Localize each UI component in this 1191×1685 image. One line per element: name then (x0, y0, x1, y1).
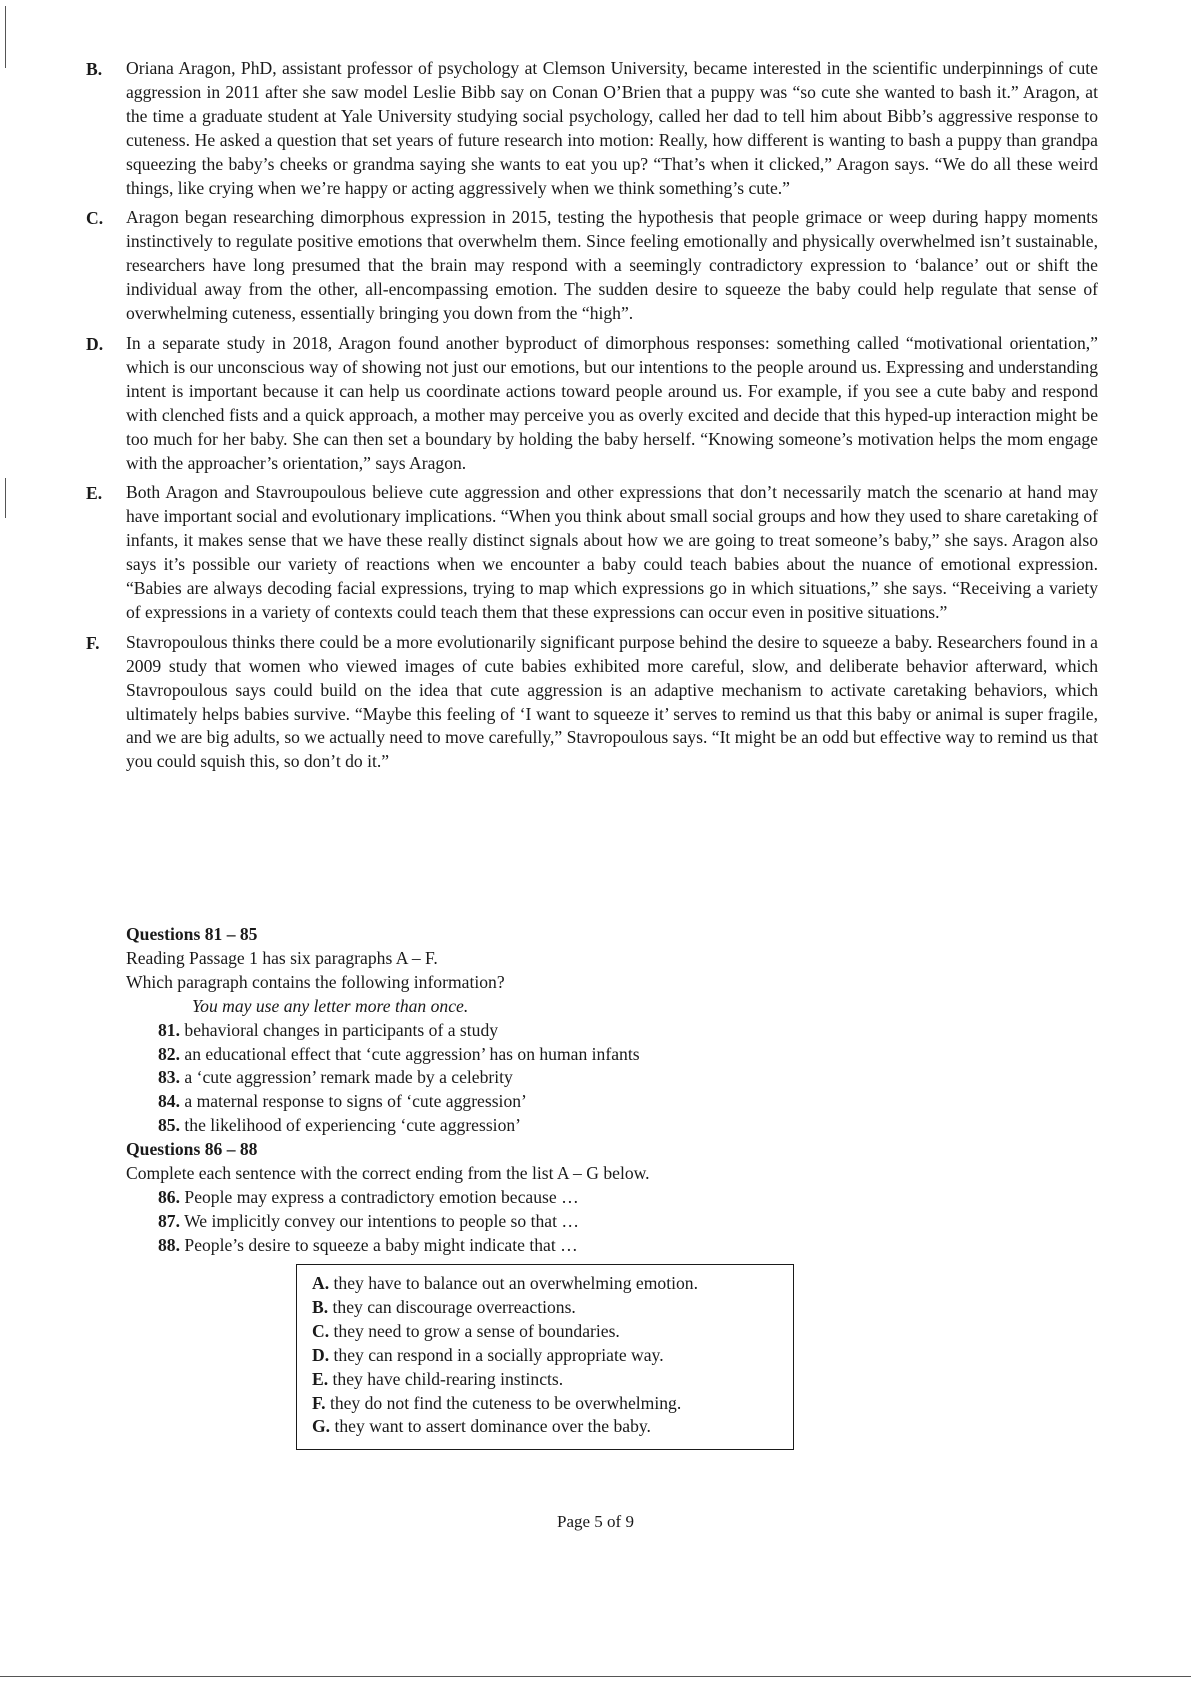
question-number: 86. (158, 1186, 180, 1207)
ending-text: they have to balance out an overwhelming emotion. (333, 1273, 698, 1293)
paragraph-letter: E. (86, 483, 103, 504)
questions-81-85-heading: Questions 81 – 85 (126, 924, 258, 944)
page-number: Page 5 of 9 (557, 1512, 634, 1531)
ending-text: they need to grow a sense of boundaries. (333, 1320, 620, 1341)
question-number: 85. (158, 1115, 180, 1136)
paragraph-text: Oriana Aragon, PhD, assistant professor of psychology at Clemson University, became interested in the scientific underpinnings of cute aggression in 2011 after she saw model Leslie Bibb say on Conan O’Brien that a puppy was “so cute she wanted to bash it.” Aragon, at the time a graduate student at Yale University studying social psychology, called her dad to tell him about Bibb’s aggressive response to cuteness. He asked a question that set years of future research into motion: Really, how different is wanting to bash a puppy than grandpa squeezing the baby’s cheeks or grandma saying she wants to eat you up? “That’s when it clicked,” Aragon says. “We do all these weird things, like crying when we’re happy or acting aggressively when we think something’s cute.” (126, 58, 1098, 198)
questions-section (126, 923, 1026, 1258)
paragraph-b (86, 57, 1098, 200)
ending-text: they want to assert dominance over the baby. (334, 1416, 651, 1437)
ending-letter: G. (312, 1416, 331, 1437)
reading-passage (86, 57, 1098, 780)
questions-86-88-heading: Questions 86 – 88 (126, 1139, 258, 1160)
instruction-line: Which paragraph contains the following information? (126, 971, 505, 992)
ending-c (312, 1320, 793, 1344)
scan-margin-mark (5, 478, 6, 518)
question-83 (126, 1066, 1026, 1090)
ending-letter: A. (312, 1273, 330, 1293)
question-86 (126, 1186, 1026, 1210)
ending-text: they can discourage overreactions. (332, 1296, 576, 1317)
paragraph-letter: B. (86, 59, 103, 79)
paragraph-text: Stavropoulous thinks there could be a more evolutionarily significant purpose behind the desire to squeeze a baby. Researchers found in a 2009 study that women who viewed images of cute babies exhibited more careful, slow, and deliberate behavior afterward, which Stavropoulous says could build on the idea that cute aggression is an adaptive mechanism to activate caretaking behaviors, which ultimately helps babies survive. “Maybe this feeling of ‘I want to squeeze it’ serves to remind us that this baby or animal is super fragile, and we are big adults, so we actually need to move carefully,” Stavropoulous says. “It might be an odd but effective way to remind us that you could squish this, so don’t do it.” (126, 631, 1098, 772)
question-text: We implicitly convey our intentions to people so that … (184, 1210, 579, 1231)
ending-letter: E. (312, 1368, 329, 1389)
question-number: 84. (158, 1091, 180, 1112)
ending-g (312, 1415, 793, 1439)
ending-text: they have child-rearing instincts. (332, 1368, 564, 1389)
paragraph-d (86, 332, 1098, 475)
ending-b (312, 1296, 793, 1320)
paragraph-letter: D. (86, 333, 104, 354)
ending-letter: C. (312, 1320, 330, 1341)
ending-d (312, 1344, 793, 1368)
question-text: a ‘cute aggression’ remark made by a celebrity (184, 1067, 513, 1088)
question-text: People may express a contradictory emotion because … (184, 1186, 579, 1207)
question-81 (126, 1019, 1026, 1043)
ending-letter: D. (312, 1344, 330, 1365)
question-number: 83. (158, 1067, 180, 1088)
question-85 (126, 1114, 1026, 1138)
paragraph-text: In a separate study in 2018, Aragon found another byproduct of dimorphous responses: something called “motivational orientation,” which is our unconscious way of showing not just our emotions, but our intentions to the people around us. Expressing and understanding intent is important because it can help us coordinate actions toward people around us. For example, if you see a cute baby and respond with clenched fists and a quick approach, a mother may perceive you as overly excited and decide that this hyped-up interaction might be too much for her baby. She can then set a boundary by holding the baby herself. “Knowing someone’s motivation helps the mom engage with the approacher’s orientation,” says Aragon. (126, 332, 1098, 473)
question-text: behavioral changes in participants of a study (184, 1019, 499, 1040)
question-84 (126, 1090, 1026, 1114)
paragraph-f (86, 631, 1098, 774)
question-text: a maternal response to signs of ‘cute aggression’ (184, 1091, 527, 1112)
ending-a (312, 1272, 793, 1296)
question-number: 87. (158, 1210, 180, 1231)
paragraph-text: Both Aragon and Stavroupoulous believe cute aggression and other expressions that don’t necessarily match the scenario at hand may have important social and evolutionary implications. “When you think about small social groups and how they used to share caretaking of infants, it makes sense that we have these really distinct signals about how we are going to treat someone’s baby,” she says. Aragon also says it’s possible our variety of reactions when we encounter a baby could teach babies about the nuance of emotional expression. “Babies are always decoding facial expressions, trying to map which expressions go in which situations,” she says. “Receiving a variety of expressions in a variety of contexts could teach them that these expressions can occur even in positive situations.” (126, 482, 1098, 622)
ending-text: they do not find the cuteness to be overwhelming. (329, 1392, 682, 1413)
question-87 (126, 1210, 1026, 1234)
ending-letter: F. (312, 1392, 326, 1413)
paragraph-e (86, 481, 1098, 624)
paragraph-letter: C. (86, 208, 104, 229)
paragraph-letter: F. (86, 632, 100, 653)
question-82 (126, 1043, 1026, 1067)
paragraph-c (86, 206, 1098, 326)
question-text: People’s desire to squeeze a baby might indicate that … (184, 1234, 578, 1255)
ending-f (312, 1392, 793, 1416)
instruction-line: Reading Passage 1 has six paragraphs A – F. (126, 947, 438, 968)
ending-letter: B. (312, 1296, 329, 1317)
paragraph-text: Aragon began researching dimorphous expression in 2015, testing the hypothesis that people grimace or weep during happy moments instinctively to regulate positive emotions that overwhelm them. Since feeling emotionally and physically overwhelmed isn’t sustainable, researchers have long presumed that the brain may respond with a seemingly contradictory expression to ‘balance’ out or shift the individual away from the other, all-encompassing emotion. The sudden desire to squeeze the baby could help regulate that sense of overwhelming cuteness, essentially bringing you down from the “high”. (126, 207, 1098, 324)
question-text: the likelihood of experiencing ‘cute aggression’ (184, 1115, 522, 1136)
instruction-line: Complete each sentence with the correct ending from the list A – G below. (126, 1163, 650, 1184)
instruction-note: You may use any letter more than once. (192, 995, 469, 1016)
question-88 (126, 1234, 1026, 1258)
scan-bottom-edge (0, 1676, 1191, 1677)
question-text: an educational effect that ‘cute aggression’ has on human infants (184, 1043, 640, 1064)
sentence-endings-box (296, 1264, 794, 1450)
question-number: 81. (158, 1019, 180, 1040)
question-number: 82. (158, 1043, 180, 1064)
question-number: 88. (158, 1234, 180, 1255)
ending-text: they can respond in a socially appropriate way. (333, 1344, 664, 1365)
scan-margin-mark (5, 6, 6, 68)
ending-e (312, 1368, 793, 1392)
